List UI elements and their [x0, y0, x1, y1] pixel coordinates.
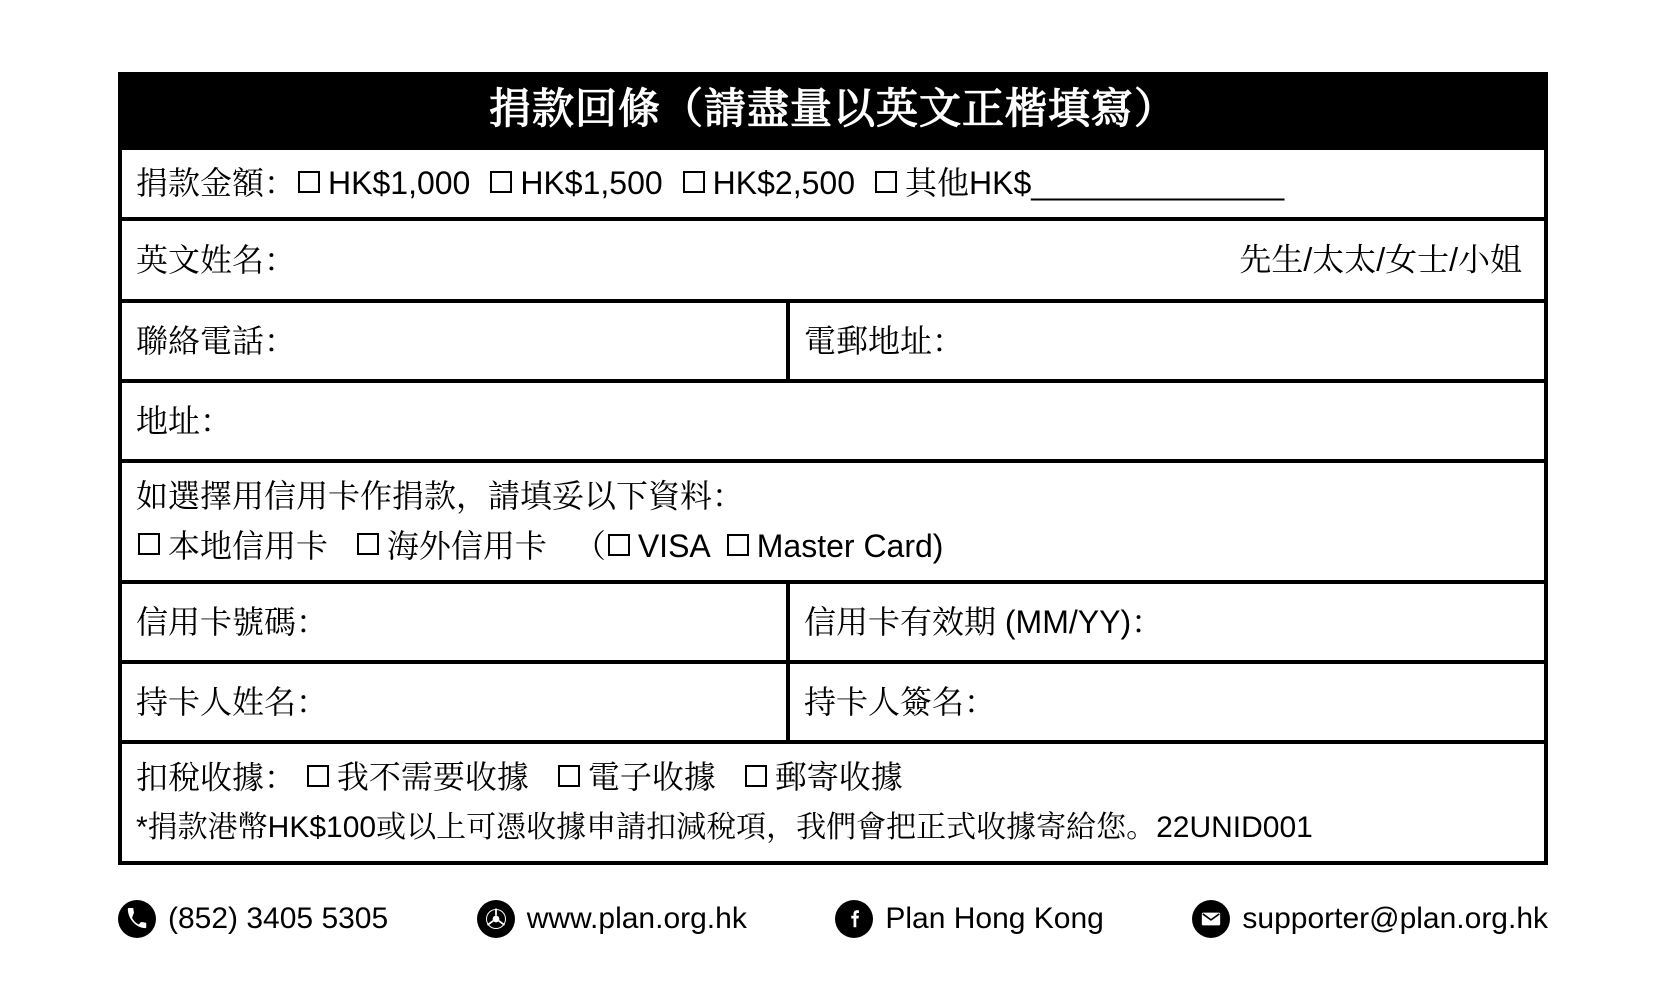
cardholder-signature-cell[interactable] — [790, 664, 1544, 740]
card-expiry-label: 信用卡有效期 (MM/YY)： — [804, 603, 1164, 640]
footer-website-label: www.plan.org.hk — [526, 902, 747, 935]
card-brand-group — [574, 525, 944, 568]
receipt-option-electronic-label: 電子收據 — [587, 759, 716, 796]
receipt-cell — [122, 744, 1544, 860]
facebook-icon — [835, 900, 873, 938]
checkbox-icon[interactable] — [727, 534, 749, 556]
checkbox-icon[interactable] — [745, 765, 767, 787]
email-label: 電郵地址： — [804, 322, 965, 359]
amount-other-input-blank[interactable]: _______________ — [1031, 165, 1284, 202]
form-title: 捐款回條（請盡量以英文正楷填寫） — [122, 76, 1544, 146]
credit-card-instruction-row — [122, 459, 1544, 580]
footer-email-label: supporter@plan.org.hk — [1242, 902, 1549, 935]
footer-phone-label: (852) 3405 5305 — [168, 902, 389, 935]
receipt-option-none-label: 我不需要收據 — [336, 759, 529, 796]
footer-contact-bar — [118, 900, 1548, 938]
footer-website[interactable] — [477, 900, 747, 938]
card-number-row — [122, 580, 1544, 660]
card-option-visa-label: VISA — [637, 528, 711, 565]
receipt-row — [122, 740, 1544, 860]
bracket-open: （ — [573, 528, 606, 565]
phone-icon — [118, 900, 156, 938]
english-name-cell[interactable] — [122, 221, 1544, 299]
receipt-option-mail[interactable] — [743, 756, 903, 799]
checkbox-icon[interactable] — [875, 171, 897, 193]
donation-form — [118, 72, 1548, 865]
checkbox-icon[interactable] — [608, 534, 630, 556]
footer-facebook-label: Plan Hong Kong — [885, 902, 1104, 935]
amount-option-2500[interactable] — [681, 162, 855, 205]
card-expiry-cell[interactable] — [790, 584, 1544, 660]
checkbox-icon[interactable] — [298, 171, 320, 193]
card-option-overseas-label: 海外信用卡 — [386, 527, 547, 564]
donation-amount-row — [122, 146, 1544, 217]
credit-card-instruction: 如選擇用信用卡作捐款，請填妥以下資料： — [136, 478, 745, 515]
credit-card-instruction-cell — [122, 463, 1544, 580]
cardholder-name-cell[interactable] — [122, 664, 790, 740]
amount-option-1000-label: HK$1,000 — [328, 165, 471, 202]
card-option-master-label: Master Card) — [756, 528, 944, 565]
donation-amount-cell — [122, 150, 1544, 217]
mail-icon — [1192, 900, 1230, 938]
card-option-overseas[interactable] — [355, 525, 547, 568]
checkbox-icon[interactable] — [307, 765, 329, 787]
amount-option-2500-label: HK$2,500 — [712, 165, 855, 202]
card-number-cell[interactable] — [122, 584, 790, 660]
amount-option-other-label: 其他HK$ — [905, 165, 1032, 202]
salutation-options[interactable]: 先生/太太/女士/小姐 — [1239, 241, 1522, 278]
address-cell[interactable] — [122, 383, 1544, 459]
amount-option-1000[interactable] — [296, 162, 470, 205]
footer-email[interactable] — [1192, 900, 1548, 938]
globe-icon — [477, 900, 515, 938]
email-cell[interactable] — [790, 303, 1544, 379]
english-name-row — [122, 217, 1544, 299]
credit-card-type-options — [136, 525, 1530, 569]
receipt-label: 扣稅收據： — [136, 759, 297, 796]
receipt-note: *捐款港幣HK$100或以上可憑收據申請扣減稅項，我們會把正式收據寄給您。22UNID001 — [136, 811, 1313, 845]
card-option-local-label: 本地信用卡 — [168, 527, 329, 564]
checkbox-icon[interactable] — [490, 171, 512, 193]
amount-option-1500[interactable] — [488, 162, 662, 205]
contact-row — [122, 299, 1544, 379]
checkbox-icon[interactable] — [558, 765, 580, 787]
address-row — [122, 379, 1544, 459]
checkbox-icon[interactable] — [138, 533, 160, 555]
card-number-label: 信用卡號碼： — [136, 603, 329, 640]
donation-amount-label: 捐款金額： — [136, 165, 297, 202]
receipt-option-mail-label: 郵寄收據 — [774, 759, 903, 796]
address-label: 地址： — [136, 402, 233, 439]
receipt-option-none[interactable] — [305, 756, 529, 799]
checkbox-icon[interactable] — [357, 533, 379, 555]
receipt-options — [136, 756, 1530, 800]
cardholder-row — [122, 660, 1544, 740]
cardholder-signature-label: 持卡人簽名： — [804, 683, 997, 720]
phone-label: 聯絡電話： — [136, 322, 297, 359]
footer-phone[interactable] — [118, 900, 388, 938]
checkbox-icon[interactable] — [683, 171, 705, 193]
cardholder-name-label: 持卡人姓名： — [136, 683, 329, 720]
receipt-option-electronic[interactable] — [556, 756, 716, 799]
footer-facebook[interactable] — [835, 900, 1104, 938]
phone-cell[interactable] — [122, 303, 790, 379]
card-option-local[interactable] — [136, 525, 328, 568]
english-name-label: 英文姓名： — [136, 241, 297, 278]
amount-option-1500-label: HK$1,500 — [520, 165, 663, 202]
amount-option-other[interactable] — [873, 162, 1283, 205]
